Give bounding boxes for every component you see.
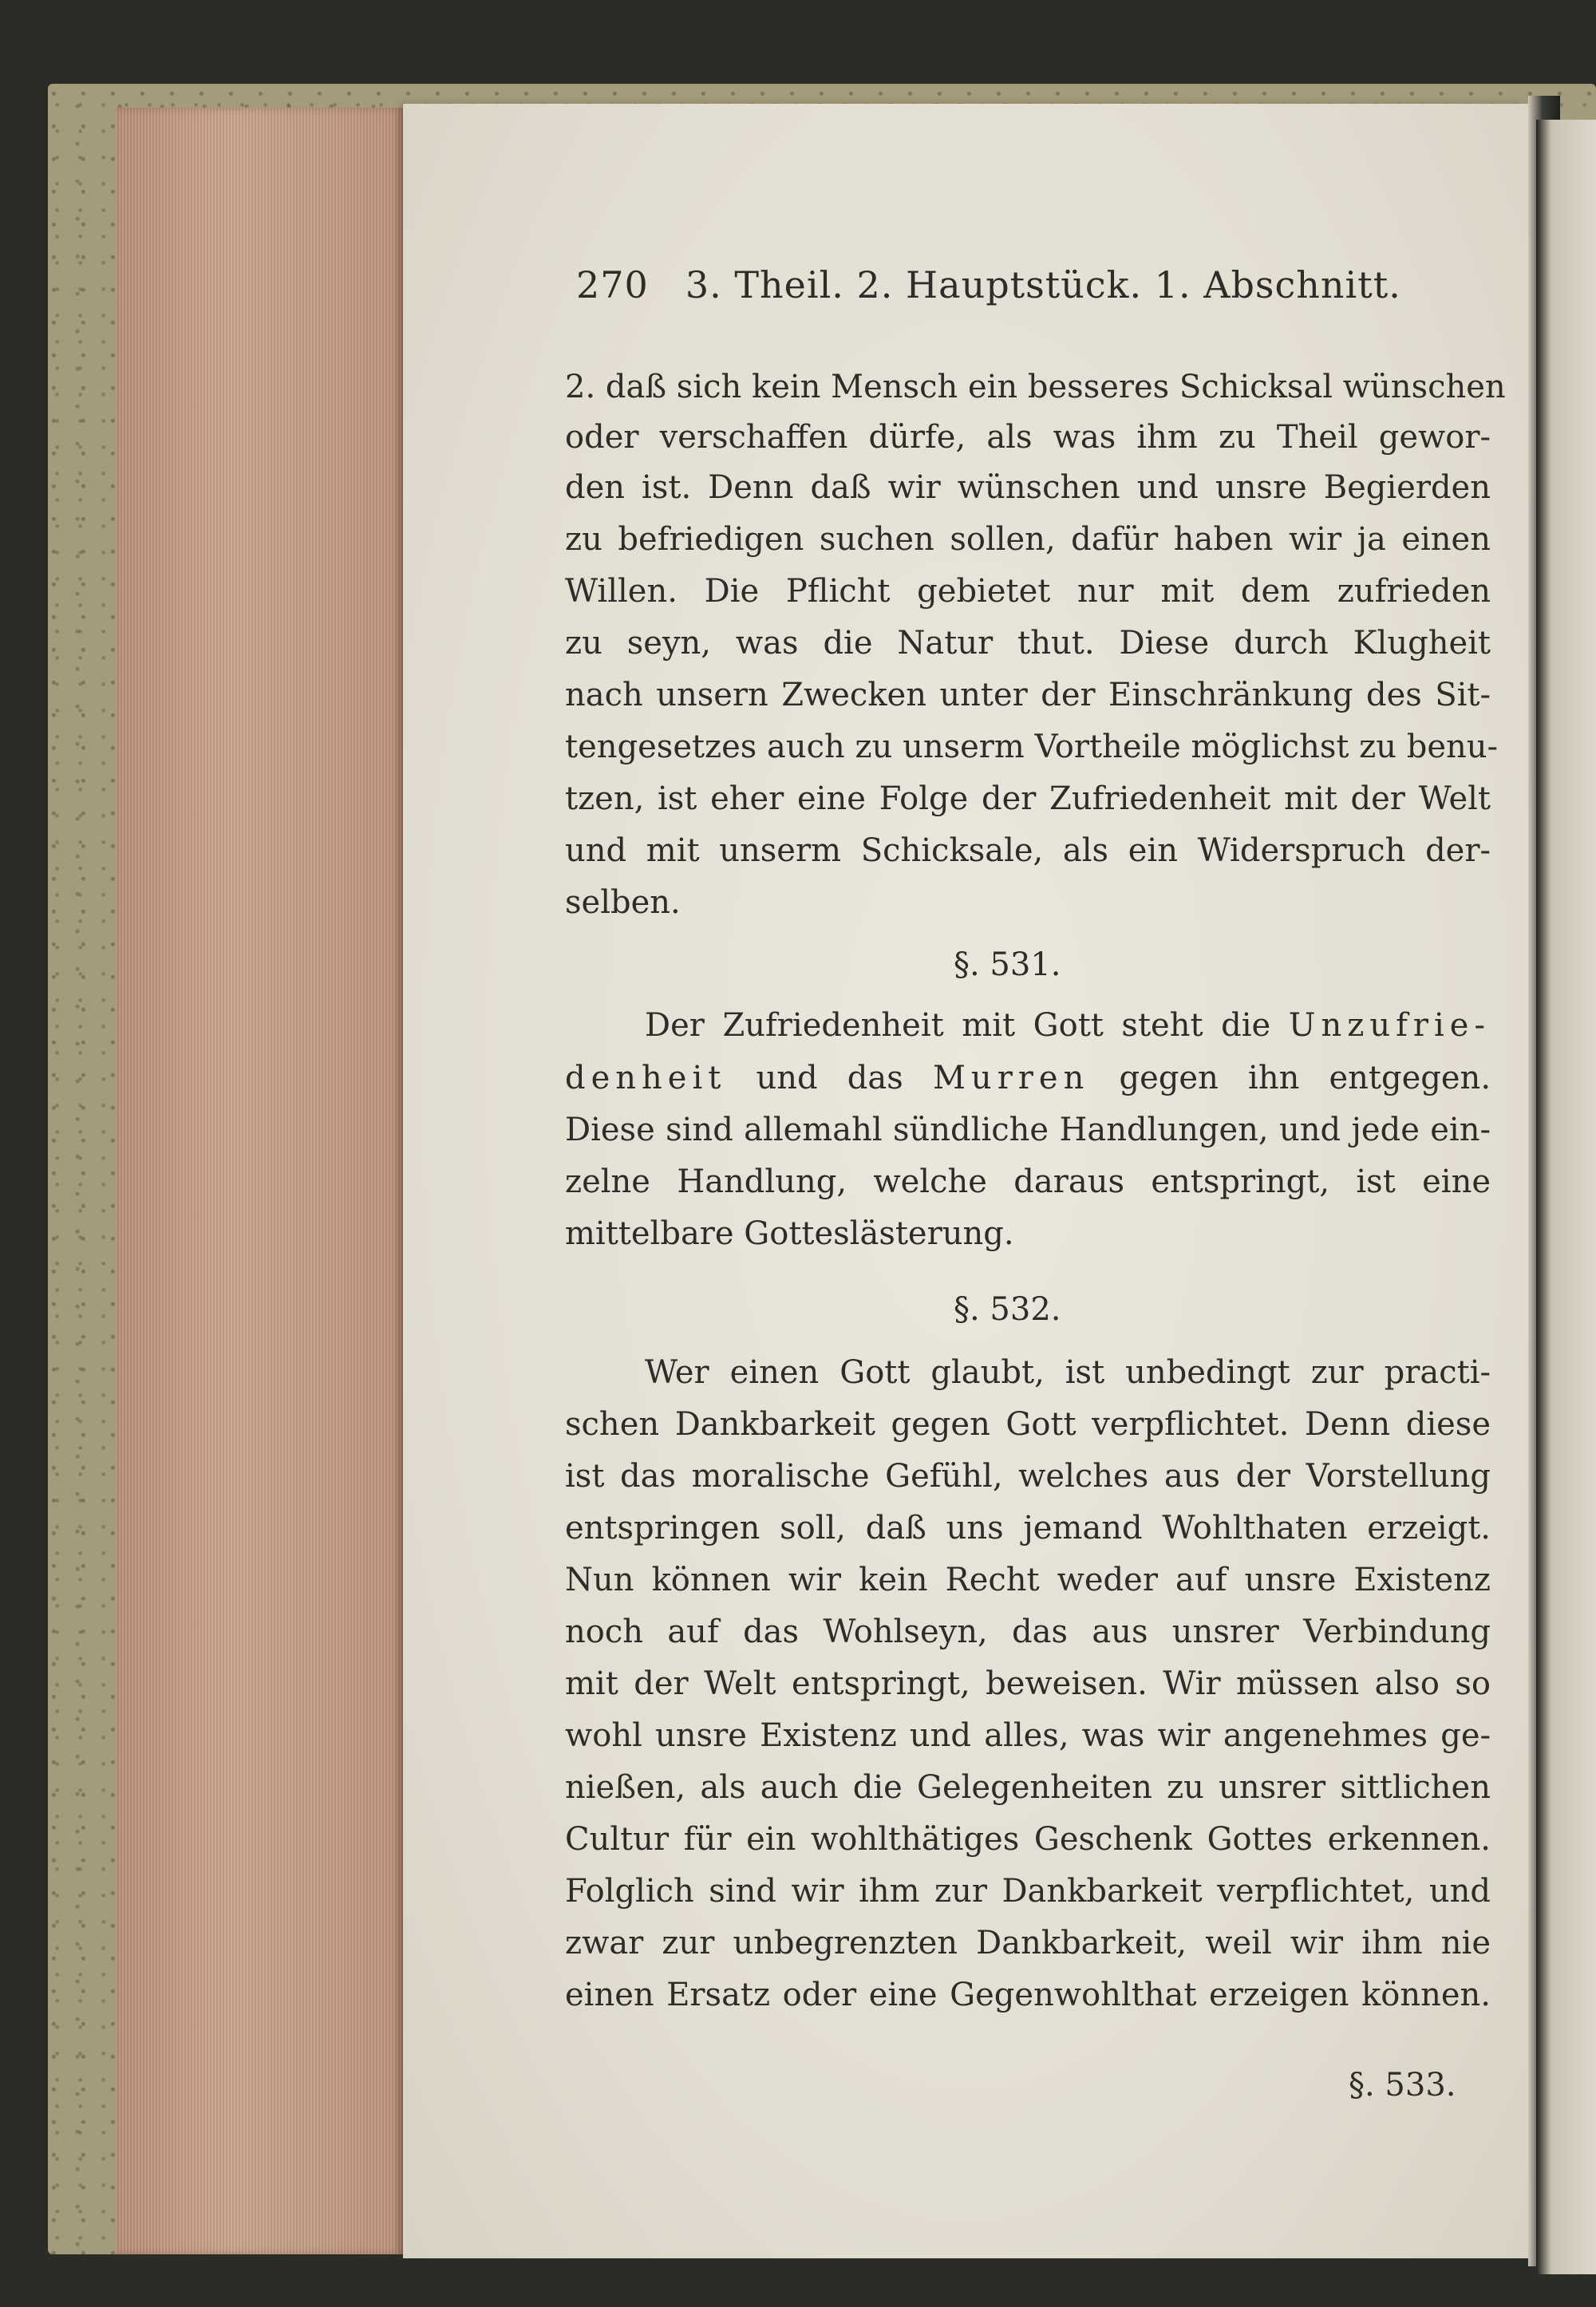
section-heading-532: §. 532. [954, 1291, 1061, 1328]
text-line: Willen. Die Pflicht gebietet nur mit dem zufrieden [565, 573, 1491, 610]
text-line: und mit unserm Schicksale, als ein Widerspruch der- [565, 832, 1491, 869]
text-line: nach unsern Zwecken unter der Einschränkung des Sit- [565, 677, 1491, 713]
text-line: zu befriedigen suchen sollen, dafür haben wir ja einen [565, 521, 1491, 558]
running-head-title: 3. Theil. 2. Hauptstück. 1. Abschnitt. [685, 263, 1401, 306]
text-line: ist das moralische Gefühl, welches aus der Vorstellung [565, 1458, 1491, 1495]
text-line: den ist. Denn daß wir wünschen und unsre Begierden [565, 469, 1491, 506]
text-line: 2. daß sich kein Mensch ein besseres Schicksal wünschen [565, 369, 1506, 405]
text-line: schen Dankbarkeit gegen Gott verpflichtet. Denn diese [565, 1406, 1491, 1443]
text-line: tengesetzes auch zu unserm Vortheile möglichst zu benu- [565, 729, 1499, 765]
text-line-mixed [565, 1060, 1491, 1106]
text-line-mixed [645, 1007, 1491, 1053]
text-line: zwar zur unbegrenzten Dankbarkeit, weil wir ihm nie [565, 1925, 1491, 1961]
text-line: wohl unsre Existenz und alles, was wir angenehmes ge- [565, 1717, 1491, 1754]
text-line: mittelbare Gotteslästerung. [565, 1215, 1014, 1252]
facing-page-edge [1536, 120, 1596, 2274]
text-line: oder verschaffen dürfe, als was ihm zu Theil gewor- [565, 419, 1491, 456]
running-head [576, 263, 1454, 311]
catchword: §. 533. [1349, 2067, 1456, 2104]
text-line: Diese sind allemahl sündliche Handlungen, und jede ein- [565, 1112, 1491, 1148]
spaced-emphasis: Murren [932, 1060, 1090, 1096]
text-line: Wer einen Gott glaubt, ist unbedingt zur practi- [645, 1354, 1491, 1391]
page-edges [116, 108, 403, 2254]
text-span: und das [756, 1060, 903, 1096]
text-line: nießen, als auch die Gelegenheiten zu unsrer sittlichen [565, 1769, 1491, 1806]
text-line: noch auf das Wohlseyn, das aus unsrer Verbindung [565, 1614, 1491, 1650]
text-line: tzen, ist eher eine Folge der Zufriedenheit mit der Welt [565, 780, 1491, 817]
spaced-emphasis: denheit [565, 1060, 727, 1096]
text-line: Cultur für ein wohlthätiges Geschenk Gottes erkennen. [565, 1821, 1491, 1858]
text-line: entspringen soll, daß uns jemand Wohlthaten erzeigt. [565, 1510, 1491, 1547]
text-span: Der Zufriedenheit mit Gott steht die [645, 1007, 1271, 1044]
text-line: zu seyn, was die Natur thut. Diese durch Klugheit [565, 625, 1491, 662]
text-line: zelne Handlung, welche daraus entspringt, ist eine [565, 1163, 1491, 1200]
spaced-emphasis: Unzufrie- [1288, 1007, 1491, 1044]
text-line: mit der Welt entspringt, beweisen. Wir müssen also so [565, 1665, 1491, 1702]
text-line: Folglich sind wir ihm zur Dankbarkeit verpflichtet, und [565, 1873, 1491, 1910]
section-heading-531: §. 531. [954, 946, 1061, 983]
text-line: einen Ersatz oder eine Gegenwohlthat erzeigen können. [565, 1977, 1491, 2013]
text-span: gegen ihn entgegen. [1119, 1060, 1491, 1096]
text-line: Nun können wir kein Recht weder auf unsre Existenz [565, 1562, 1491, 1598]
page-number: 270 [576, 263, 649, 306]
text-line: selben. [565, 884, 681, 921]
